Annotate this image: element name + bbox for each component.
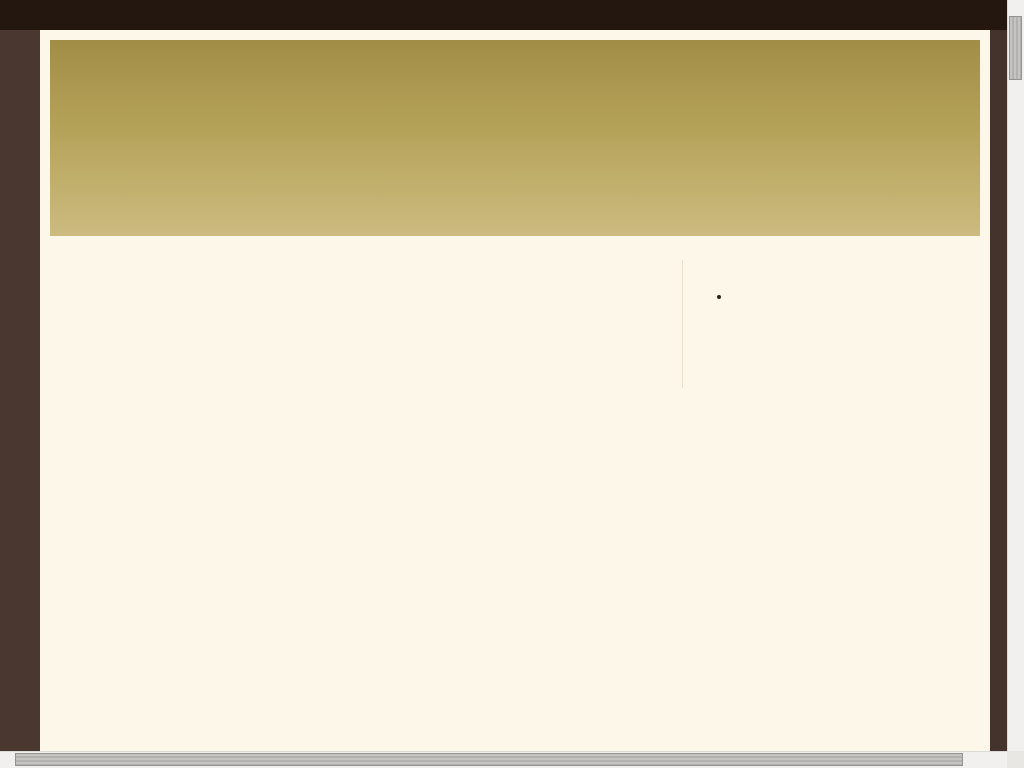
scrollbar-corner: [1007, 751, 1024, 768]
blog-page-container: [40, 30, 990, 752]
bookshelf-top-row: [0, 0, 1024, 33]
archive-month-row: [729, 361, 972, 378]
main-column: [80, 260, 683, 388]
vertical-scrollbar[interactable]: [1007, 0, 1024, 751]
bookshelf-right-column: [990, 30, 1008, 752]
find-me-widget: [711, 288, 972, 306]
list-item: [731, 288, 972, 306]
scroll-down-button[interactable]: [1008, 736, 1024, 751]
blog-archive-widget: [711, 336, 972, 378]
vertical-scroll-thumb[interactable]: [1009, 16, 1022, 80]
sidebar: [683, 260, 972, 388]
content-area: [40, 246, 990, 388]
horizontal-scrollbar[interactable]: [0, 751, 1007, 768]
blog-title-link[interactable]: [80, 40, 950, 66]
scroll-left-button[interactable]: [0, 752, 15, 768]
scroll-right-button[interactable]: [991, 752, 1007, 768]
scroll-up-button[interactable]: [1008, 0, 1024, 15]
blog-header: [50, 40, 980, 236]
horizontal-scroll-thumb[interactable]: [15, 753, 963, 766]
bookshelf-left-column: [0, 30, 40, 752]
archive-year-row: [711, 336, 972, 353]
